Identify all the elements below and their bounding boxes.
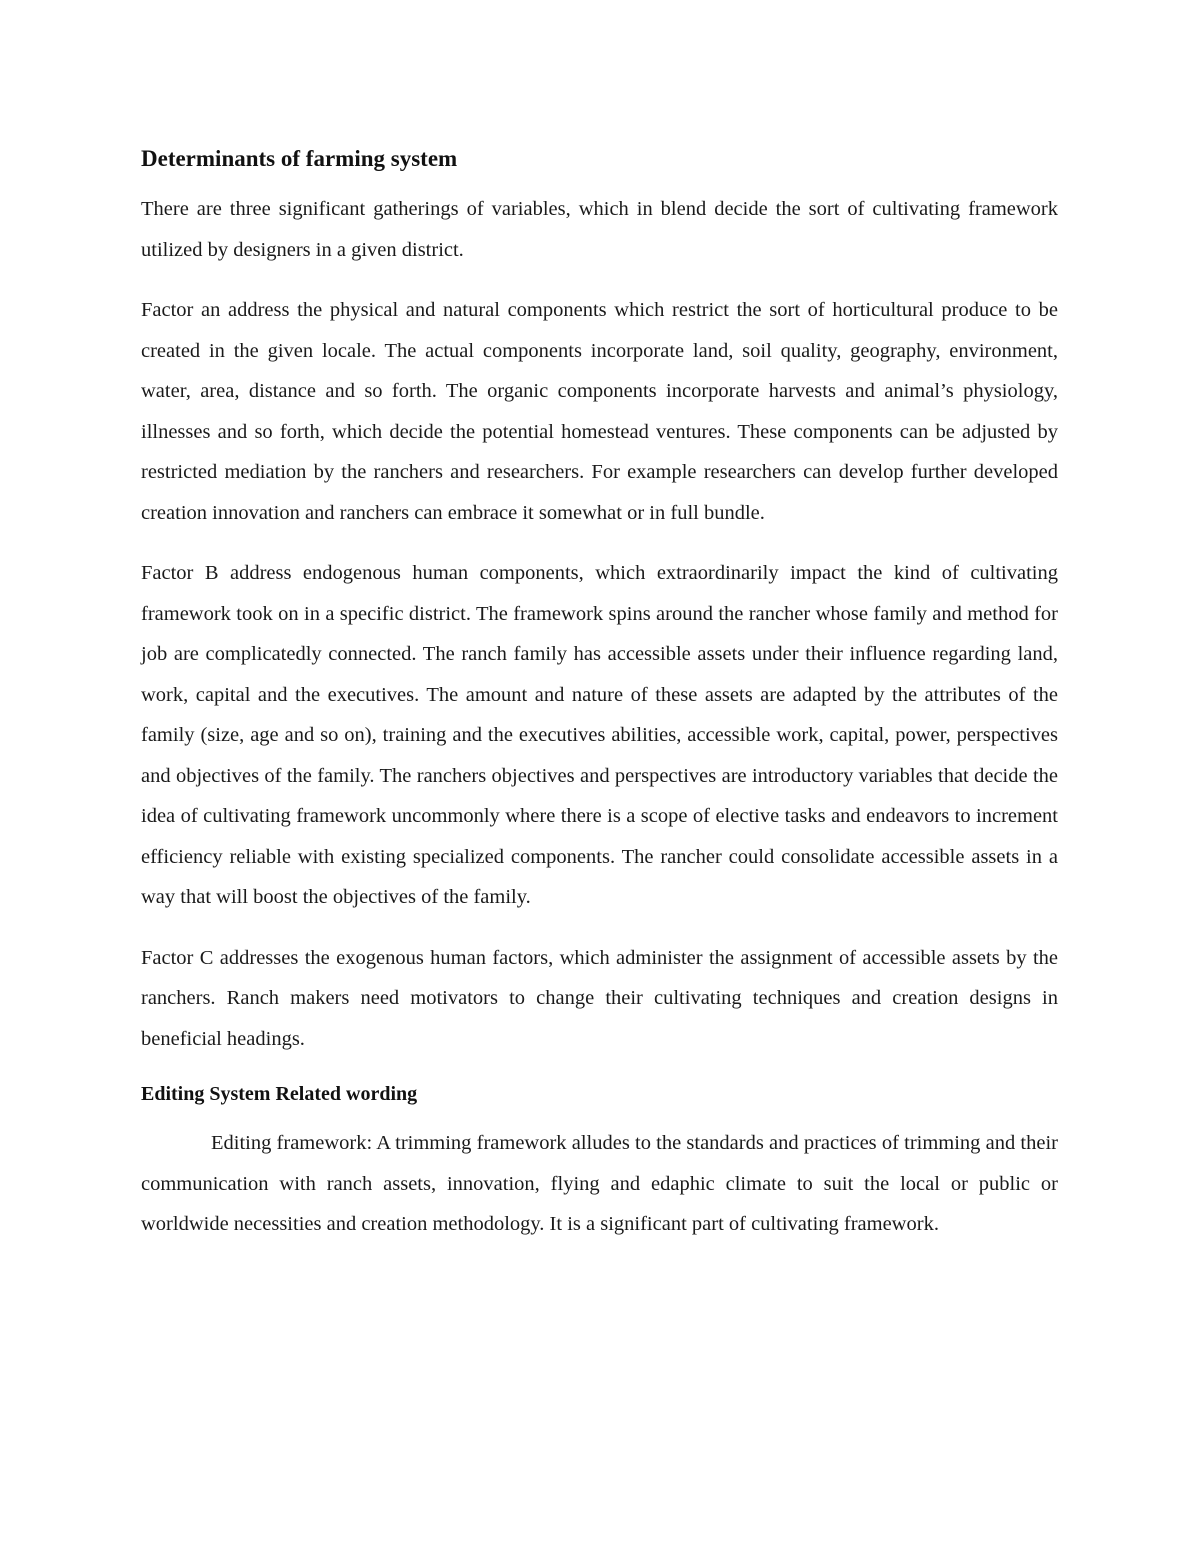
document-body [141,142,1058,1265]
paragraph-factor-c: Factor C addresses the exogenous human factors, which administer the assignment of accessible assets by the ranchers. Ranch makers need motivators to change their cultivating techniques and creation designs in beneficial headings. [141,946,1058,1050]
document-title: Determinants of farming system [141,146,458,171]
paragraph-factor-b: Factor B address endogenous human components, which extraordinarily impact the kind of cultivating framework took on in a specific district. The framework spins around the rancher whose family and method for job are complicatedly connected. The ranch family has accessible assets under their influence regarding land, work, capital and the executives. The amount and nature of these assets are adapted by the attributes of the family (size, age and so on), training and the executives abilities, accessible work, capital, power, perspectives and objectives of the family. The ranchers objectives and perspectives are introductory variables that decide the idea of cultivating framework uncommonly where there is a scope of elective tasks and endeavors to increment efficiency reliable with existing specialized components. The rancher could consolidate accessible assets in a way that will boost the objectives of the family. [141,562,1058,908]
paragraph-intro: There are three significant gatherings of variables, which in blend decide the sort of cultivating framework utilized by designers in a given district. [141,198,1058,261]
paragraph-editing-framework: Editing framework: A trimming framework alludes to the standards and practices of trimming and their communication with ranch assets, innovation, flying and edaphic climate to suit the local or public or worldwide necessities and creation methodology. It is a significant part of cultivating framework. [141,1132,1058,1235]
section-subheading: Editing System Related wording [141,1083,418,1105]
paragraph-factor-a: Factor an address the physical and natural components which restrict the sort of horticultural produce to be created in the given locale. The actual components incorporate land, soil quality, geography, environment, water, area, distance and so forth. The organic components incorporate harvests and animal’s physiology, illnesses and so forth, which decide the potential homestead ventures. These components can be adjusted by restricted mediation by the ranchers and researchers. For example researchers can develop further developed creation innovation and ranchers can embrace it somewhat or in full bundle. [141,299,1058,524]
